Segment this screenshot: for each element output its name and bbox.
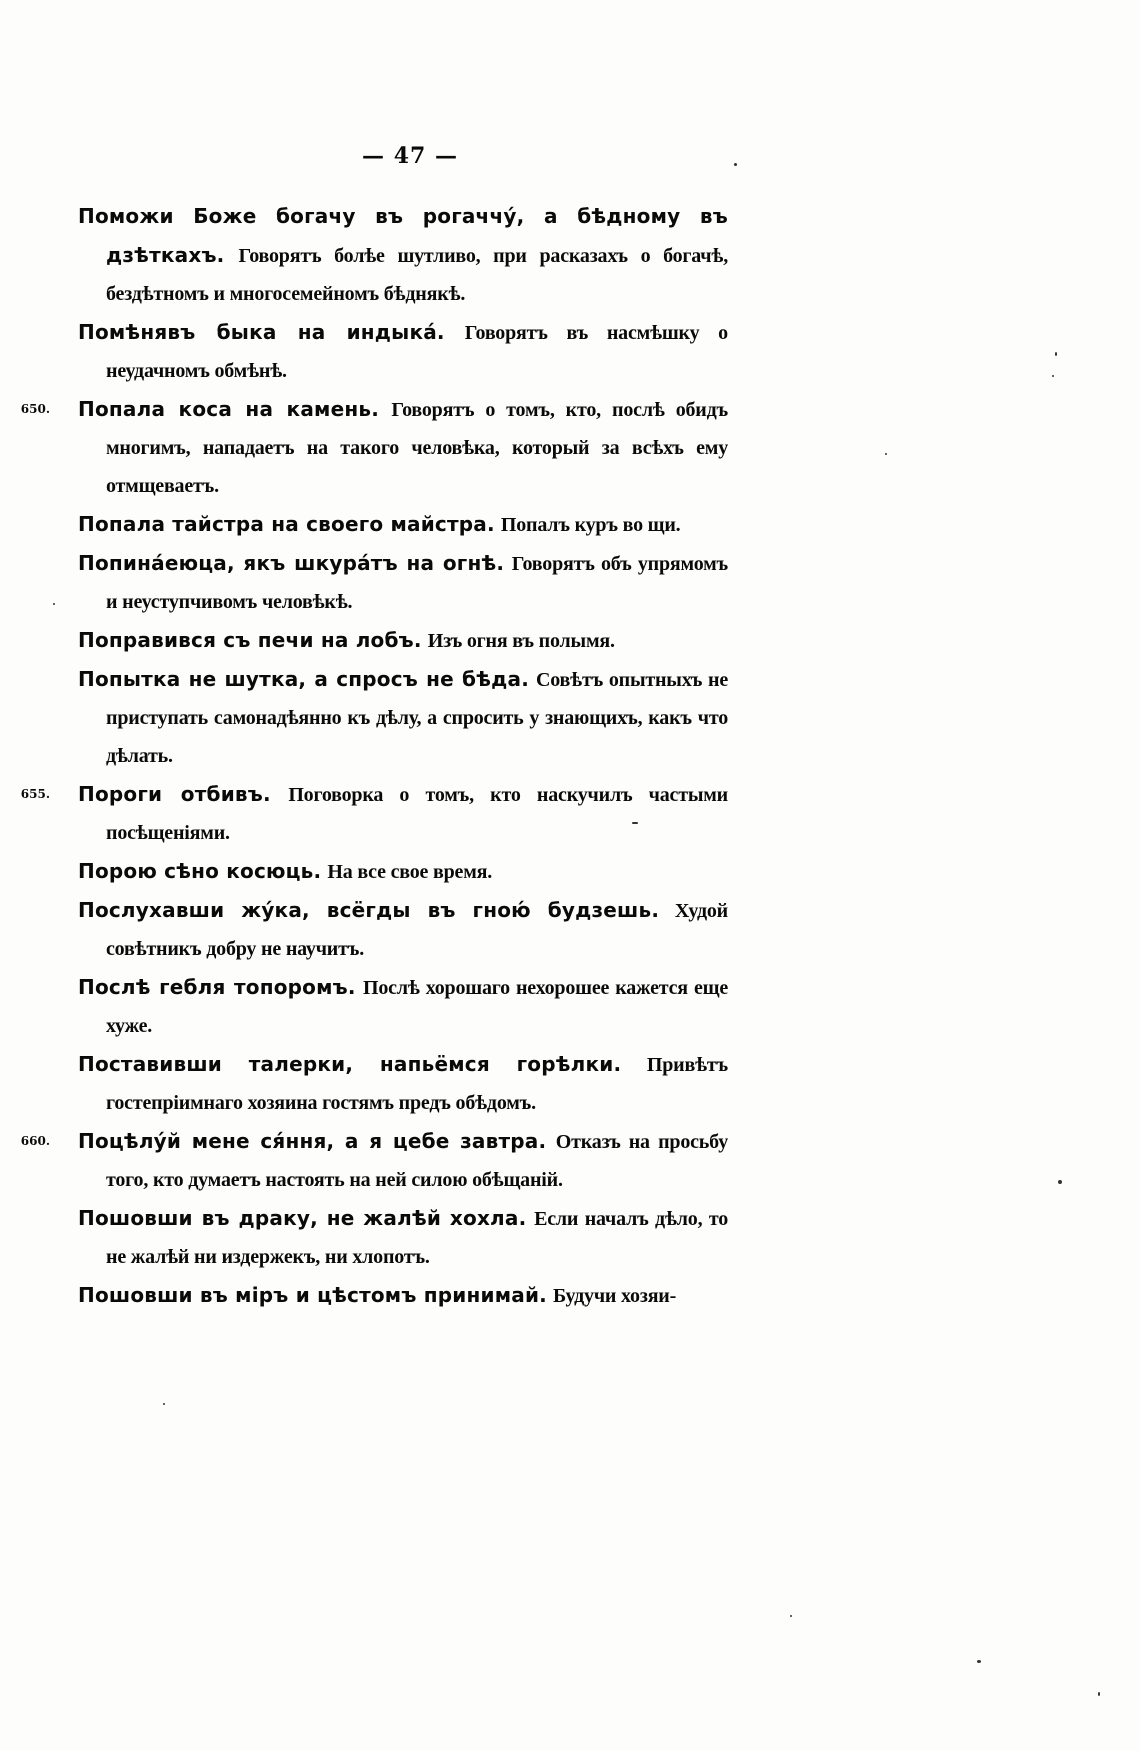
proverb-entry bbox=[78, 621, 728, 660]
proverb-entry bbox=[78, 197, 728, 313]
scan-speck bbox=[977, 1660, 981, 1663]
page-number: — 47 — bbox=[362, 143, 458, 169]
proverb-gloss: Говорятъ объ упрямомъ и неуступчивомъ человѣкѣ. bbox=[106, 553, 728, 613]
proverb-gloss: Будучи хозяи- bbox=[553, 1285, 677, 1307]
entry-number: 655. bbox=[20, 787, 50, 801]
proverb-text: Поставивши талерки, напьёмся горѣлки. bbox=[78, 1052, 622, 1076]
proverb-text: Пошовши въ драку, не жалѣй хохла. bbox=[78, 1206, 527, 1230]
proverb-entry bbox=[20, 775, 729, 852]
scan-speck bbox=[1052, 375, 1054, 377]
proverb-gloss: Послѣ хорошаго нехорошее кажется еще хуже. bbox=[106, 977, 728, 1037]
proverb-gloss: Худой совѣтникъ добру не научитъ. bbox=[106, 900, 728, 960]
proverb-entry bbox=[78, 313, 728, 390]
scan-speck bbox=[1098, 1692, 1100, 1696]
proverb-entry bbox=[20, 390, 728, 505]
proverb-text: Попала тайстра на своего майстра. bbox=[78, 512, 495, 536]
proverb-gloss: Отказъ на просьбу того, кто думаетъ настоять на ней силою обѣщаній. bbox=[106, 1131, 729, 1191]
proverb-text: Поцѣлу́й мене ся́ння, а я цебе завтра. bbox=[78, 1129, 547, 1153]
proverb-gloss: Если началъ дѣло, то не жалѣй ни издержекъ, ни хлопотъ. bbox=[106, 1208, 728, 1268]
proverb-entry bbox=[78, 1276, 728, 1315]
proverb-gloss: Поговорка о томъ, кто наскучилъ частыми посѣщеніями. bbox=[106, 784, 729, 844]
entry-number: 650. bbox=[20, 402, 50, 416]
proverb-gloss: На все свое время. bbox=[327, 861, 493, 883]
proverb-entry bbox=[78, 852, 728, 891]
proverb-text: Попала коса на камень. bbox=[78, 397, 380, 421]
proverb-entry bbox=[78, 544, 728, 621]
scan-speck bbox=[632, 822, 638, 824]
proverb-text: Пороги отбивъ. bbox=[78, 782, 271, 806]
proverb-gloss: Изъ огня въ полымя. bbox=[427, 630, 615, 652]
proverb-entry bbox=[78, 1045, 728, 1122]
scan-speck bbox=[53, 603, 55, 605]
proverb-text: Помѣнявъ быка на индыка́. bbox=[78, 320, 445, 344]
scan-speck bbox=[734, 163, 737, 166]
proverb-entry bbox=[78, 505, 728, 544]
proverb-entry bbox=[20, 1122, 729, 1199]
proverb-text: Поможи Боже богачу въ рогаччу́, а бѣдному въ дзѣткахъ. bbox=[78, 204, 728, 267]
scan-speck bbox=[163, 1403, 165, 1405]
proverb-list bbox=[20, 197, 729, 1315]
proverb-text: Послухавши жу́ка, всёгды въ гною́ будзешь. bbox=[78, 898, 660, 922]
proverb-text: Попытка не шутка, а спросъ не бѣда. bbox=[78, 667, 529, 691]
proverb-entry bbox=[78, 660, 728, 775]
scan-speck bbox=[885, 453, 887, 455]
proverb-gloss: Привѣтъ гостепріимнаго хозяина гостямъ предъ обѣдомъ. bbox=[106, 1054, 728, 1114]
scan-speck bbox=[1058, 1180, 1062, 1184]
proverb-entry bbox=[78, 891, 728, 968]
scan-speck bbox=[1055, 352, 1057, 356]
scan-speck bbox=[790, 1615, 792, 1617]
proverb-gloss: Говорятъ о томъ, кто, послѣ обидъ многимъ, нападаетъ на такого человѣка, который за всѣхъ ему отмщеваетъ. bbox=[106, 399, 728, 497]
proverb-text: Пошовши въ міръ и цѣстомъ принимай. bbox=[78, 1283, 547, 1307]
proverb-entry bbox=[78, 968, 728, 1045]
proverb-gloss: Совѣтъ опытныхъ не приступать самонадѣянно къ дѣлу, а спросить у знающихъ, какъ что дѣлать. bbox=[106, 669, 728, 767]
proverb-entry bbox=[78, 1199, 728, 1276]
entry-number: 660. bbox=[20, 1134, 50, 1148]
proverb-gloss: Говорятъ въ насмѣшку о неудачномъ обмѣнѣ. bbox=[106, 322, 728, 382]
proverb-text: Послѣ гебля топоромъ. bbox=[78, 975, 356, 999]
proverb-gloss: Говорятъ болѣе шутливо, при расказахъ о богачѣ, бездѣтномъ и многосемейномъ бѣднякѣ. bbox=[106, 245, 728, 305]
proverb-text: Попина́еюца, якъ шкура́тъ на огнѣ. bbox=[78, 551, 505, 575]
proverb-gloss: Попалъ куръ во щи. bbox=[500, 514, 681, 536]
proverb-text: Поправився съ печи на лобъ. bbox=[78, 628, 422, 652]
proverb-text: Порою сѣно косюць. bbox=[78, 859, 322, 883]
